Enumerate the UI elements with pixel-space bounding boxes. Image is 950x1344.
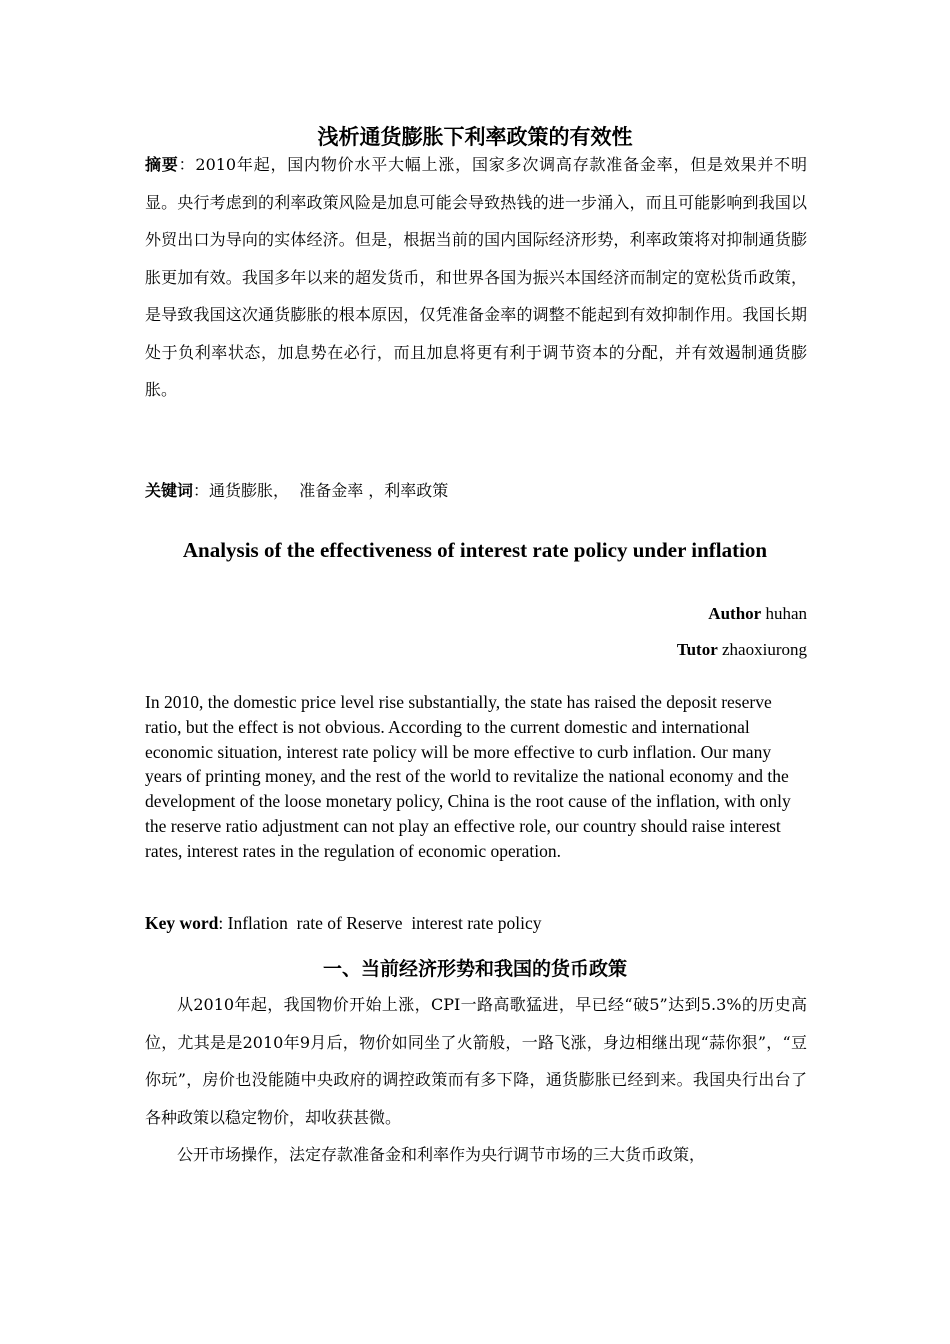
abstract-text: 2010年起，国内物价水平大幅上涨，国家多次调高存款准备金率，但是效果并不明显。央行考虑到的利率政策风险是加息可能会导致热钱的进一步涌入，而且可能影响到我国以外贸出口为导向的实体经济。但是，根据当前的国内国际经济形势，利率政策将对抑制通货膨胀更加有效。我国多年以来的超发货币，和世界各国为振兴本国经济而制定的宽松货币政策，是导致我国这次通货膨胀的根本原因，仅凭准备金率的调整不能起到有效抑制作用。我国长期处于负利率状态，加息势在必行，而且加息将更有利于调节资本的分配，并有效遏制通货膨胀。 <box>145 155 807 399</box>
tutor-label: Tutor <box>676 640 718 659</box>
abstract-label: 摘要 <box>145 155 179 174</box>
keywords-label-colon: ： <box>193 481 210 500</box>
author-block <box>677 596 807 668</box>
author-label: Author <box>708 604 762 623</box>
english-keywords <box>145 911 807 935</box>
chinese-keywords <box>145 472 807 510</box>
body-paragraph: 从2010年起，我国物价开始上涨，CPI一路高歌猛进，早已经“破5”达到5.3%的历史高位，尤其是是2010年9月后，物价如同坐了火箭般，一路飞涨，身边相继出现“蒜你狠”，“豆你玩”，房价也没能随中央政府的调控政策而有多下降，通货膨胀已经到来。我国央行出台了各种政策以稳定物价，却收获甚微。 <box>145 995 807 1127</box>
tutor-name: zhaoxiurong <box>722 640 807 659</box>
english-title: Analysis of the effectiveness of interest rate policy under inflation <box>182 538 768 562</box>
author-line <box>677 596 807 632</box>
keywords-label: 关键词 <box>145 481 194 500</box>
chinese-abstract <box>145 146 807 409</box>
english-keywords-text: : Inflation rate of Reserve interest rate policy <box>218 913 542 933</box>
keywords-text: 通货膨胀， 准备金率 ，利率政策 <box>209 481 449 500</box>
chinese-title: 浅析通货膨胀下利率政策的有效性 <box>317 125 633 149</box>
author-name: huhan <box>765 604 807 623</box>
english-keywords-label: Key word <box>145 913 219 933</box>
body-paragraph: 公开市场操作，法定存款准备金和利率作为央行调节市场的三大货币政策， <box>177 1145 706 1164</box>
abstract-label-colon: ： <box>178 155 196 174</box>
english-abstract: In 2010, the domestic price level rise substantially, the state has raised the deposit reserve ratio, but the effect is not obvious. According to the current domestic and international economic situation, interest rate policy will be more effective to curb inflation. Our many years of printing money, and the rest of the world to revitalize the national economy and the development of the loose monetary policy, China is the root cause of the inflation, with only the reserve ratio adjustment can not play an effective role, our country should raise interest rates, interest rates in the regulation of economic operation. <box>145 692 791 861</box>
section-body <box>145 986 807 1174</box>
tutor-line <box>677 632 807 668</box>
section-heading: 一、当前经济形势和我国的货币政策 <box>322 958 627 980</box>
